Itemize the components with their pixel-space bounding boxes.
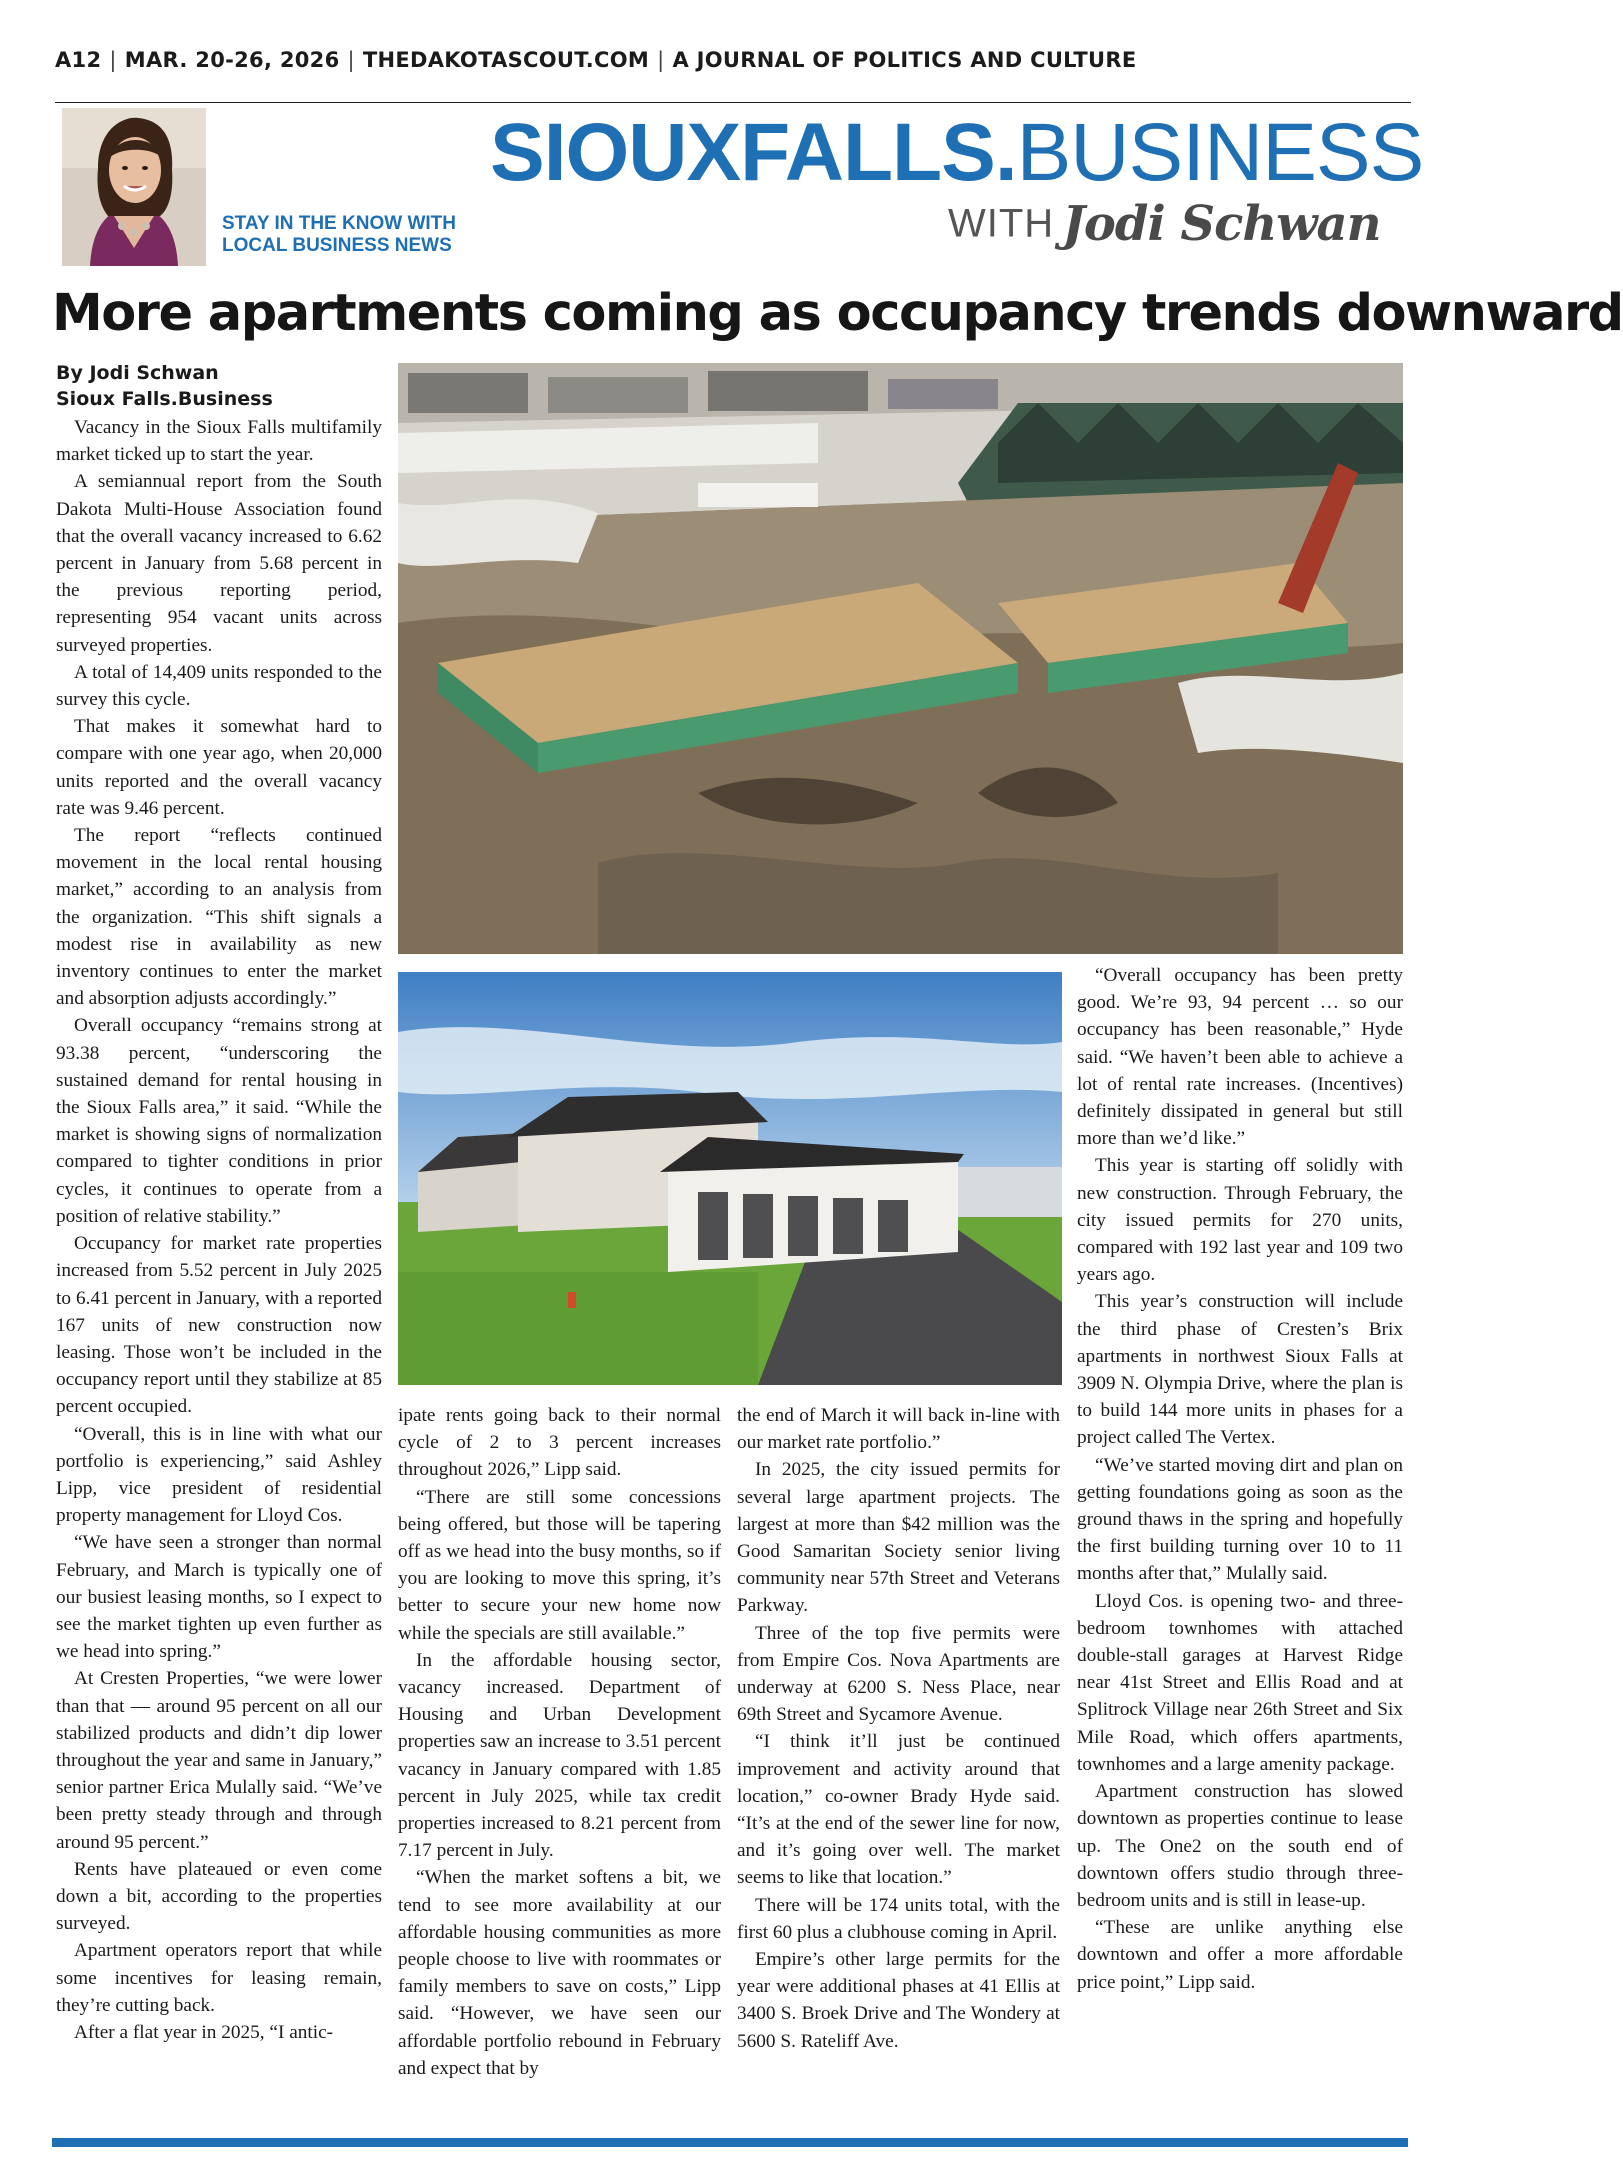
article-column-4 <box>1077 962 1403 1996</box>
paragraph: That makes it somewhat hard to compare with one year ago, when 20,000 units reported and the overall vacancy rate was 9.46 percent. <box>56 716 382 819</box>
paragraph: Empire’s other large permits for the year were additional phases at 41 Ellis at 3400 S. Broek Drive and The Wondery at 5600 S. Rateliff Ave. <box>737 1949 1060 2052</box>
townhome-garages-photo <box>398 972 1062 1385</box>
with-label: WITH <box>948 201 1055 246</box>
page-number: A12 <box>55 48 102 72</box>
paragraph: There will be 174 units total, with the first 60 plus a clubhouse coming in April. <box>737 1894 1060 1943</box>
paragraph: “When the market softens a bit, we tend to see more availability at our affordable housing communities as more people choose to live with roommates or family members to save on costs,” Lipp said. “However, we have seen our affordable portfolio rebound in February and expect that by <box>398 1867 721 2079</box>
paragraph: “There are still some concessions being offered, but those will be tapering off as we head into the busy months, so if you are looking to move this spring, it’s better to secure your new home now while the specials are still available.” <box>398 1486 721 1644</box>
columnist-credit <box>948 196 1381 252</box>
promo-line: LOCAL BUSINESS NEWS <box>222 235 452 256</box>
paragraph: “These are unlike anything else downtown and offer a more affordable price point,” Lipp said. <box>1077 1917 1403 1993</box>
paragraph: “Overall, this is in line with what our portfolio is experiencing,” said Ashley Lipp, vice president of residential property management for Lloyd Cos. <box>56 1423 382 1527</box>
folio-separator: | <box>347 48 355 72</box>
brand-bold: SIOUXFALLS. <box>490 107 1017 198</box>
paragraph: Apartment construction has slowed downtown as properties continue to lease up. The One2 on the south end of downtown offers studio through three-bedroom units and is still in lease-up. <box>1077 1781 1403 1911</box>
paragraph: “I think it’ll just be continued improvement and activity around that location,” co-owner Brady Hyde said. “It’s at the end of the sewer line for now, and it’s going over well. The market seems to like that location.” <box>737 1731 1060 1889</box>
columnist-signature: Jodi Schwan <box>1062 196 1381 252</box>
folio-line <box>55 48 1136 72</box>
paragraph: “Overall occupancy has been pretty good. We’re 93, 94 percent … so our occupancy has been reasonable,” Hyde said. “We haven’t been able to achieve a lot of rental rate increases. (Incentives) definitely dissipated in general but still more than we’d like.” <box>1077 965 1403 1150</box>
publication-tagline: A JOURNAL OF POLITICS AND CULTURE <box>672 48 1137 72</box>
byline-author: By Jodi Schwan <box>56 362 219 384</box>
paragraph: This year is starting off solidly with new construction. Through February, the city issued permits for 270 units, compared with 192 last year and 109 two years ago. <box>1077 1155 1403 1286</box>
paragraph: the end of March it will back in-line with our market rate portfolio.” <box>737 1405 1060 1454</box>
paragraph: Overall occupancy “remains strong at 93.38 percent, “underscoring the sustained demand for rental housing in the Sioux Falls area,” it said. “While the market is showing signs of normalization compared to tighter conditions in prior cycles, it continues to operate from a position of relative stability.” <box>56 1015 382 1227</box>
article-column-1 <box>56 414 382 2046</box>
paragraph: At Cresten Properties, “we were lower than that — around 95 percent on all our stabilized products and didn’t dip lower throughout the year and same in January,” senior partner Erica Mulally said. “We’ve been pretty steady through and through around 95 percent.” <box>56 1668 382 1853</box>
paragraph: Three of the top five permits were from Empire Cos. Nova Apartments are underway at 6200 S. Ness Place, near 69th Street and Sycamore Avenue. <box>737 1622 1060 1726</box>
section-promo <box>222 213 456 257</box>
paragraph: “We’ve started moving dirt and plan on getting foundations going as soon as the ground thaws in the spring and hopefully the first building turning over 10 to 11 months after that,” Mulally said. <box>1077 1454 1403 1585</box>
bottom-rule <box>52 2138 1408 2147</box>
article-column-3 <box>737 1402 1060 2055</box>
paragraph: A semiannual report from the South Dakota Multi-House Association found that the overall vacancy increased to 6.62 percent in January from 5.68 percent in the previous reporting period, representing 954 vacant units across surveyed properties. <box>56 471 382 656</box>
paragraph: After a flat year in 2025, “I antic- <box>74 2021 334 2043</box>
paragraph: Rents have plateaued or even come down a bit, according to the properties surveyed. <box>56 1858 382 1935</box>
article-headline: More apartments coming as occupancy trends downward <box>52 284 1623 343</box>
paragraph: The report “reflects continued movement in the local rental housing market,” according to an analysis from the organization. “This shift signals a modest rise in availability as new inventory continues to enter the market and absorption adjusts accordingly.” <box>56 825 382 1010</box>
paragraph: Lloyd Cos. is opening two- and three-bedroom townhomes with attached double-stall garages at Harvest Ridge near 41st Street and Ellis Road and at Splitrock Village near 26th Street and Six Mile Road, which offers apartments, townhomes and a large amenity package. <box>1077 1590 1403 1775</box>
byline-outlet: Sioux Falls.Business <box>56 388 273 410</box>
paragraph: A total of 14,409 units responded to the survey this cycle. <box>56 661 382 711</box>
paragraph: In 2025, the city issued permits for several large apartment projects. The largest at more than $42 million was the Good Samaritan Society senior living community near 57th Street and Veterans Parkway. <box>737 1459 1060 1617</box>
section-brand <box>490 107 1424 198</box>
construction-site-photo <box>398 363 1403 954</box>
paragraph: Vacancy in the Sioux Falls multifamily market ticked up to start the year. <box>56 417 382 466</box>
site-url[interactable]: THEDAKOTASCOUT.COM <box>362 48 650 72</box>
folio-rule <box>55 102 1411 103</box>
paragraph: Occupancy for market rate properties increased from 5.52 percent in July 2025 to 6.41 percent in January, with a reported 167 units of new construction now leasing. Those won’t be included in the occupancy report until they stabilize at 85 percent occupied. <box>56 1233 382 1418</box>
folio-separator: | <box>109 48 117 72</box>
paragraph: Apartment operators report that while some incentives for leasing remain, they’re cutting back. <box>56 1940 382 2016</box>
issue-date: MAR. 20-26, 2026 <box>124 48 340 72</box>
paragraph: This year’s construction will include the third phase of Cresten’s Brix apartments in northwest Sioux Falls at 3909 N. Olympia Drive, where the plan is to build 144 more units in phases for a project called The Vertex. <box>1077 1291 1403 1449</box>
article-column-2 <box>398 1402 721 2082</box>
promo-line: STAY IN THE KNOW WITH <box>222 213 456 234</box>
folio-separator: | <box>657 48 665 72</box>
columnist-headshot <box>62 108 206 266</box>
paragraph: “We have seen a stronger than normal February, and March is typically one of our busiest leasing months, so I expect to see the market tighten up even further as we head into spring.” <box>56 1532 382 1663</box>
byline <box>56 360 273 412</box>
brand-light: BUSINESS <box>1016 107 1424 198</box>
paragraph: In the affordable housing sector, vacancy increased. Department of Housing and Urban Development properties saw an increase to 3.51 percent vacancy in January compared with 1.85 percent in July 2025, while tax credit properties increased to 8.21 percent from 7.17 percent in July. <box>398 1649 721 1862</box>
paragraph: ipate rents going back to their normal cycle of 2 to 3 percent increases throughout 2026,” Lipp said. <box>398 1405 721 1481</box>
